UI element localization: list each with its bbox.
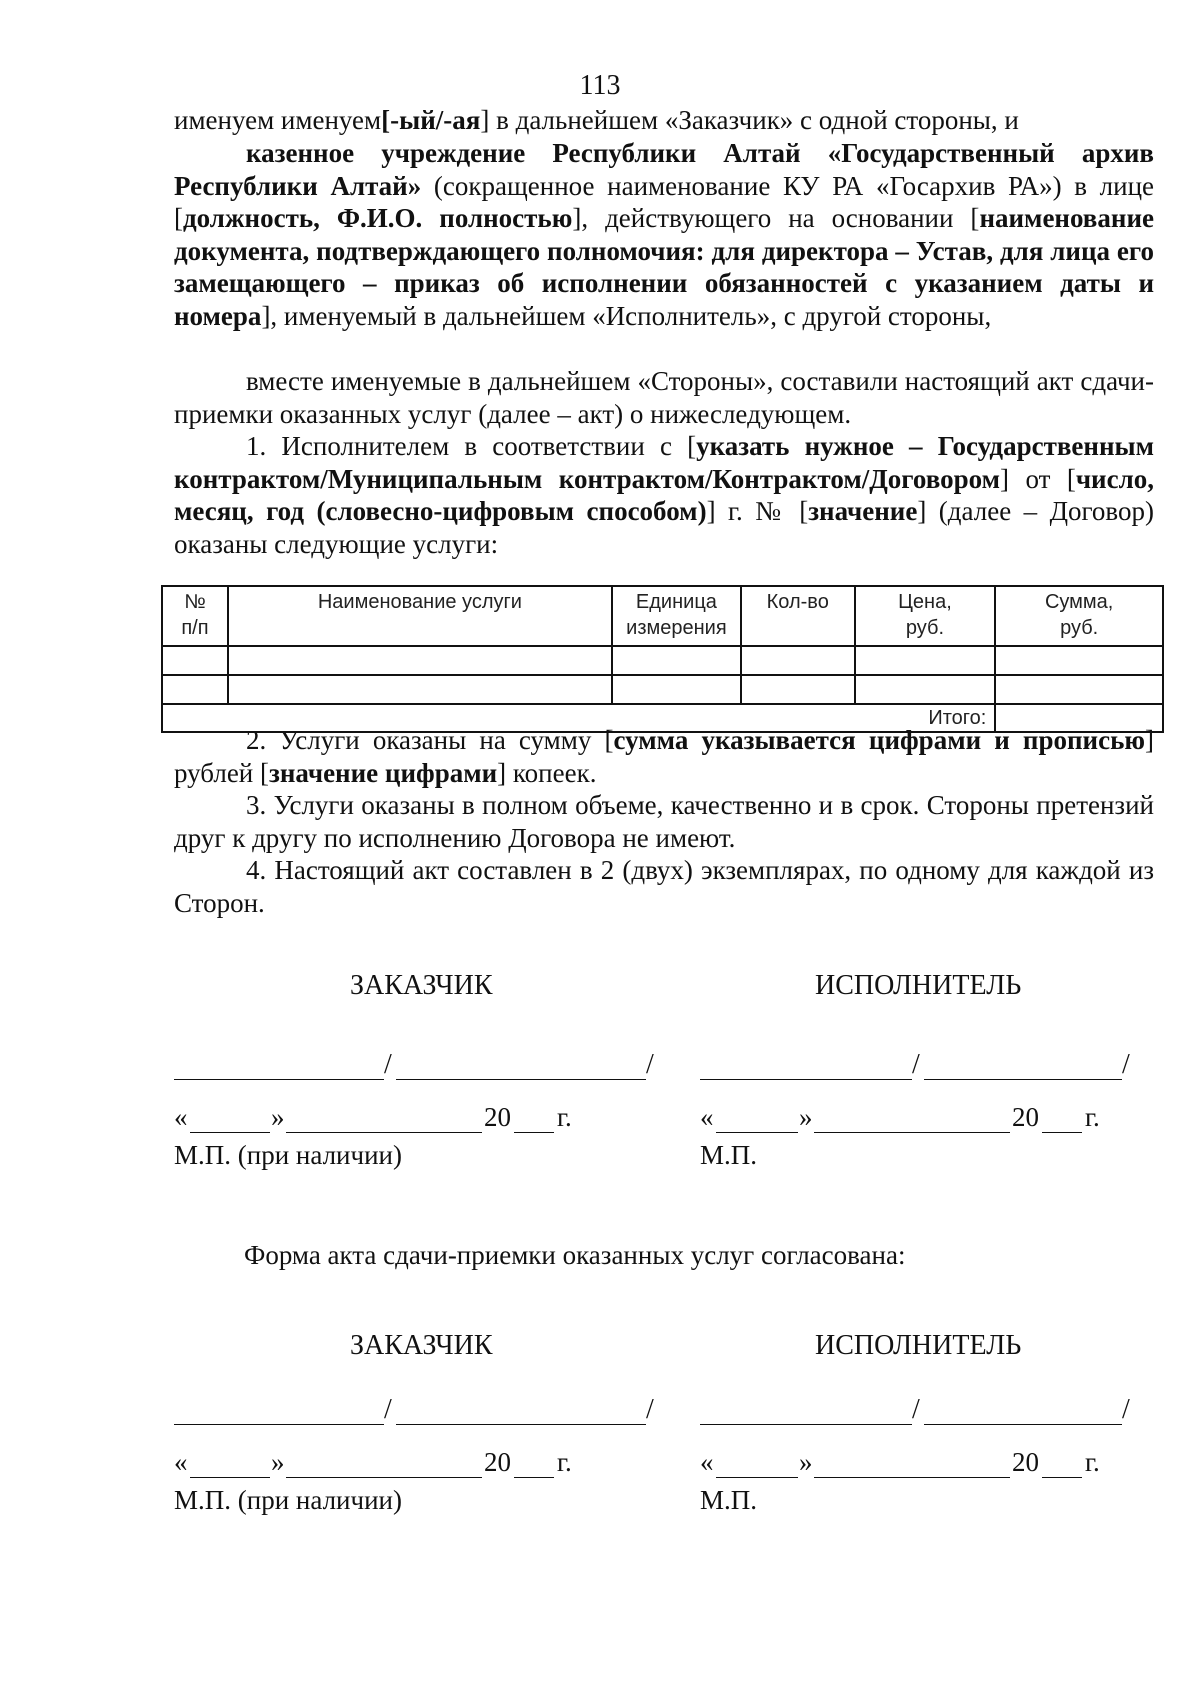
executor-org-name: казенное учреждение Республики Алтай «Государственный архив Республики Алтай» — [174, 138, 1154, 201]
executor-text-2: ], действующего на основании [ — [572, 203, 980, 234]
item-2-kopeck-placeholder: значение цифрами — [269, 757, 498, 788]
executor-title: ИСПОЛНИТЕЛЬ — [815, 970, 1022, 1001]
executor-authority-placeholder: наименование документа, подтверждающего полномочия: для директора – Устав, для лица его замещающего – приказ об исполнении обязанностей с указанием даты и номера — [174, 203, 1154, 331]
item-1-date-placeholder: число, месяц, год (словесно-цифровым способом) — [174, 463, 1154, 527]
header-sum-line2: руб. — [1060, 617, 1099, 639]
executor-stamp-2: М.П. — [700, 1485, 758, 1515]
executor-month-line — [814, 1132, 1010, 1133]
executor-quote-open: « — [700, 1102, 714, 1132]
customer-year-prefix: 20 — [484, 1102, 511, 1132]
header-sum — [995, 586, 1163, 646]
customer-stamp: М.П. (при наличии) — [174, 1140, 402, 1170]
customer-day-line — [190, 1132, 270, 1133]
executor-signature-line — [700, 1079, 912, 1080]
customer-quote-close-2: » — [271, 1447, 285, 1477]
item-3-paragraph: 3. Услуги оказаны в полном объеме, качественно и в срок. Стороны претензий друг к другу по исполнению Договора не имеют. — [174, 790, 1154, 853]
header-service-name: Наименование услуги — [228, 586, 612, 646]
customer-name-line-2 — [396, 1424, 646, 1425]
item-1-paragraph — [174, 430, 1154, 560]
item-2-text-3: ] копеек. — [497, 757, 597, 788]
customer-slash-end: / — [646, 1049, 654, 1080]
executor-text-3: ], именуемый в дальнейшем «Исполнитель», с другой стороны, — [261, 300, 992, 331]
executor-day-line — [716, 1132, 798, 1133]
customer-name-line — [396, 1079, 646, 1080]
table-cell — [612, 646, 741, 675]
executor-slash-end: / — [1122, 1049, 1130, 1080]
executor-slash: / — [912, 1049, 920, 1080]
item-1-contract-placeholder: указать нужное – Государственным контрактом/Муниципальным контрактом/Контрактом/Договором — [174, 431, 1154, 494]
table-cell — [228, 675, 612, 704]
customer-slash: / — [384, 1049, 392, 1080]
item-4-paragraph: 4. Настоящий акт составлен в 2 (двух) экземплярах, по одному для каждой из Сторон. — [174, 855, 1154, 918]
table-cell — [612, 675, 741, 704]
executor-quote-open-2: « — [700, 1447, 714, 1477]
executor-slash-end-2: / — [1122, 1394, 1130, 1425]
customer-slash-2: / — [384, 1394, 392, 1425]
header-price-line1: Цена, — [898, 591, 952, 613]
item-1-text-4: ] (далее – Договор) оказаны следующие услуги: — [174, 496, 1154, 559]
table-cell — [741, 675, 855, 704]
executor-stamp: М.П. — [700, 1140, 758, 1170]
executor-title-2: ИСПОЛНИТЕЛЬ — [815, 1330, 1022, 1361]
intro-text-tail: ] в дальнейшем «Заказчик» с одной стороны, и — [480, 105, 1019, 135]
customer-stamp-2: М.П. (при наличии) — [174, 1485, 402, 1515]
table-cell — [162, 675, 228, 704]
table-header-row — [162, 586, 1163, 646]
agreed-form-line: Форма акта сдачи-приемки оказанных услуг согласована: — [244, 1240, 906, 1270]
item-2-paragraph — [174, 724, 1154, 789]
executor-quote-close-2: » — [799, 1447, 813, 1477]
header-unit-line2: измерения — [626, 617, 727, 639]
item-1-text-3: ] г. № [ — [706, 496, 809, 527]
item-2-amount-placeholder: сумма указывается цифрами и прописью — [613, 725, 1146, 755]
intro-line — [174, 104, 1154, 137]
header-unit — [612, 586, 741, 646]
table-row — [162, 675, 1163, 704]
customer-year-line-2 — [514, 1477, 554, 1478]
customer-slash-end-2: / — [646, 1394, 654, 1425]
customer-quote-close: » — [271, 1102, 285, 1132]
executor-year-line — [1042, 1132, 1082, 1133]
table-cell — [162, 646, 228, 675]
customer-signature-line — [174, 1079, 384, 1080]
header-number — [162, 586, 228, 646]
customer-year-line — [514, 1132, 554, 1133]
customer-day-line-2 — [190, 1477, 270, 1478]
services-table — [161, 585, 1164, 733]
header-number-line2: п/п — [181, 617, 209, 639]
item-2-text-1: 2. Услуги оказаны на сумму [ — [246, 725, 614, 755]
header-price — [855, 586, 996, 646]
header-sum-line1: Сумма, — [1044, 591, 1114, 613]
header-number-line1: № — [184, 591, 206, 613]
item-2-text-2: ] рублей [ — [174, 725, 1155, 788]
executor-paragraph — [174, 137, 1154, 333]
executor-text-1: (сокращенное наименование КУ РА «Госархив РА») в лице [ — [174, 170, 1154, 234]
executor-year-line-2 — [1042, 1477, 1082, 1478]
customer-signature-line-2 — [174, 1424, 384, 1425]
executor-month-line-2 — [814, 1477, 1010, 1478]
customer-month-line — [286, 1132, 482, 1133]
customer-quote-open: « — [174, 1102, 188, 1132]
table-cell — [741, 646, 855, 675]
executor-position-placeholder: должность, Ф.И.О. полностью — [183, 203, 573, 234]
header-unit-line1: Единица — [635, 591, 717, 613]
executor-year-suffix: г. — [1085, 1102, 1100, 1132]
header-quantity: Кол-во — [741, 586, 855, 646]
table-cell — [995, 675, 1163, 704]
item-1-text-2: ] от [ — [1000, 463, 1076, 494]
item-1-text-1: 1. Исполнителем в соответствии с [ — [246, 431, 697, 461]
table-cell — [855, 675, 996, 704]
page-number: 113 — [579, 70, 621, 101]
executor-year-prefix: 20 — [1012, 1102, 1039, 1132]
intro-bold: [-ый/-ая — [381, 105, 481, 135]
table-cell — [228, 646, 612, 675]
customer-year-suffix-2: г. — [557, 1447, 572, 1477]
header-price-line2: руб. — [905, 617, 945, 639]
table-cell — [995, 646, 1163, 675]
executor-year-prefix-2: 20 — [1012, 1447, 1039, 1477]
table-row — [162, 646, 1163, 675]
executor-name-line — [924, 1079, 1122, 1080]
item-1-number-placeholder: значение — [808, 496, 918, 527]
executor-year-suffix-2: г. — [1085, 1447, 1100, 1477]
customer-month-line-2 — [286, 1477, 482, 1478]
table-cell — [855, 646, 996, 675]
executor-signature-line-2 — [700, 1424, 912, 1425]
executor-slash-2: / — [912, 1394, 920, 1425]
executor-day-line-2 — [716, 1477, 798, 1478]
customer-quote-open-2: « — [174, 1447, 188, 1477]
executor-quote-close: » — [799, 1102, 813, 1132]
total-label: Итого: — [162, 704, 995, 732]
executor-name-line-2 — [924, 1424, 1122, 1425]
together-paragraph: вместе именуемые в дальнейшем «Стороны», составили настоящий акт сдачи-приемки оказанных услуг (далее – акт) о нижеследующем. — [174, 366, 1154, 429]
intro-text: именуем именуем — [174, 105, 382, 135]
customer-year-prefix-2: 20 — [484, 1447, 511, 1477]
customer-title-2: ЗАКАЗЧИК — [350, 1330, 493, 1361]
customer-title: ЗАКАЗЧИК — [350, 970, 493, 1001]
customer-year-suffix: г. — [557, 1102, 572, 1132]
